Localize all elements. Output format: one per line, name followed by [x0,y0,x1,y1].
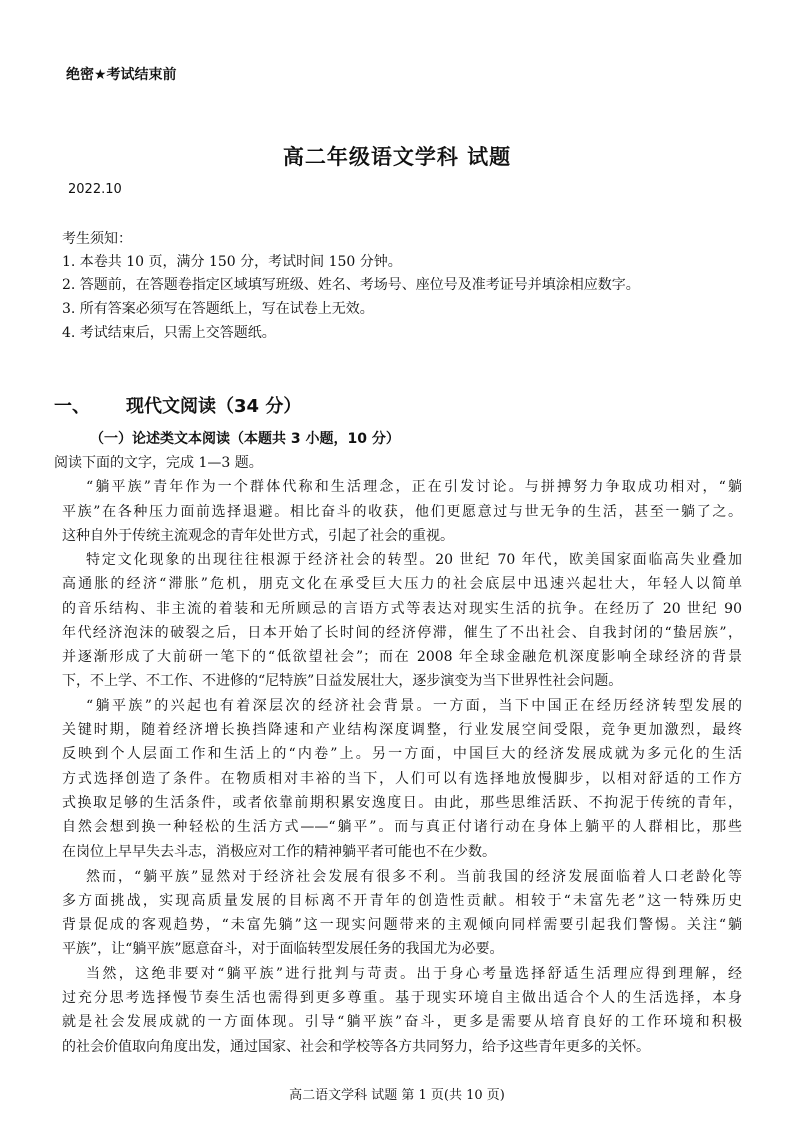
section-number: 一、 [54,396,90,417]
passage-line: 自然会想到换一种轻松的生活方式——“躺平”。而与真正付诸行动在身体上躺平的人群相比，那些 [62,819,742,835]
section-title: 现代文阅读（34 分） [126,396,302,417]
passage-line: 就是社会发展成就的一方面体现。引导“躺平族”奋斗，更多是需要从培育良好的工作环境和积极 [62,1014,742,1030]
passage-line: 当然，这绝非要对“躺平族”进行批判与苛责。出于身心考量选择舒适生活理应得到理解，经 [86,966,742,982]
notice-item: 3. 所有答案必须写在答题纸上，写在试卷上无效。 [62,301,374,317]
passage-line: 高通胀的经济“滞胀”危机，朋克文化在承受巨大压力的社会底层中迅速兴起壮大，年轻人以简单 [62,576,742,592]
passage-line: 这种自外于传统主流观念的青年处世方式，引起了社会的重视。 [62,528,454,544]
page-title: 高二年级语文学科 试题 [282,145,512,169]
notice-item: 4. 考试结束后，只需上交答题纸。 [62,325,276,341]
passage-line: 背景促成的客观趋势，“未富先躺”这一现实问题带来的主观倾向同样需要引起我们警惕。关注“躺 [62,917,742,933]
notice-item: 2. 答题前，在答题卷指定区域填写班级、姓名、考场号、座位号及准考证号并填涂相应数字。 [62,277,640,293]
passage-line: 反映到个人层面工作和生活上的“内卷”上。另一方面，中国巨大的经济发展成就为多元化的生活 [62,746,742,762]
passage-line: 平族”，让“躺平族”愿意奋斗，对于面临转型发展任务的我国尤为必要。 [62,941,504,957]
passage-line: 多方面挑战，实现高质量发展的目标离不开青年的创造性贡献。相较于“未富先老”这一特殊历史 [62,893,742,909]
section-heading [54,392,301,418]
passage-line: 的社会价值取向角度出发，通过国家、社会和学校等各方共同努力，给予这些青年更多的关怀。 [62,1039,650,1055]
passage-line: 并逐渐形成了大前研一笔下的“低欲望社会”；而在 2008 年全球金融危机深度影响全球经济的背景 [62,649,742,665]
passage-line: 年代经济泡沫的破裂之后，日本开始了长时间的经济停滞，催生了不出社会、自我封闭的“蛰居族”， [62,625,742,641]
notice-heading: 考生须知： [62,231,132,247]
passage-line: 方式选择创造了条件。在物质相对丰裕的当下，人们可以有选择地放慢脚步，以相对舒适的工作方 [62,771,742,787]
passage-line: 式换取足够的生活条件，或者依靠前期积累安逸度日。由此，那些思维活跃、不拘泥于传统的青年， [62,795,742,811]
passage-line: 在岗位上早早失去斗志，消极应对工作的精神躺平者可能也不在少数。 [62,844,496,860]
passage-line: 特定文化现象的出现往往根源于经济社会的转型。20 世纪 70 年代，欧美国家面临高失业叠加 [86,552,742,568]
notice-item: 1. 本卷共 10 页，满分 150 分，考试时间 150 分钟。 [62,254,402,270]
secrecy-mark: 绝密★考试结束前 [66,67,177,83]
reading-instruction: 阅读下面的文字，完成 1—3 题。 [54,455,263,471]
page-footer: 高二语文学科 试题 第 1 页(共 10 页) [289,1088,505,1103]
passage-line: “躺平族”青年作为一个群体代称和生活理念，正在引发讨论。与拼搏努力争取成功相对，“躺 [86,479,742,495]
passage-line: 然而，“躺平族”显然对于经济社会发展有很多不利。当前我国的经济发展面临着人口老龄化等 [86,869,742,885]
passage-line: 的音乐结构、非主流的着装和无所顾忌的言语方式等表达对现实生活的抗争。在经历了 20 世纪 90 [62,601,742,617]
subsection-heading: （一）论述类文本阅读（本题共 3 小题，10 分） [90,431,400,447]
passage-line: 下，不上学、不工作、不进修的“尼特族”日益发展壮大，逐步演变为当下世界性社会问题。 [62,673,623,689]
passage-line: “躺平族”的兴起也有着深层次的经济社会背景。一方面，当下中国正在经历经济转型发展的 [86,698,742,714]
passage-line: 过充分思考选择慢节奏生活也需得到更多尊重。基于现实环境自主做出适合个人的生活选择，本身 [62,990,742,1006]
passage-line: 平族”在各种压力面前选择退避。相比奋斗的收获，他们更愿意过与世无争的生活，甚至一躺了之。 [62,504,742,520]
exam-date: 2022.10 [68,182,122,197]
passage-line: 关键时期，随着经济增长换挡降速和产业结构深度调整，行业发展空间受限，竞争更加激烈，最终 [62,722,742,738]
